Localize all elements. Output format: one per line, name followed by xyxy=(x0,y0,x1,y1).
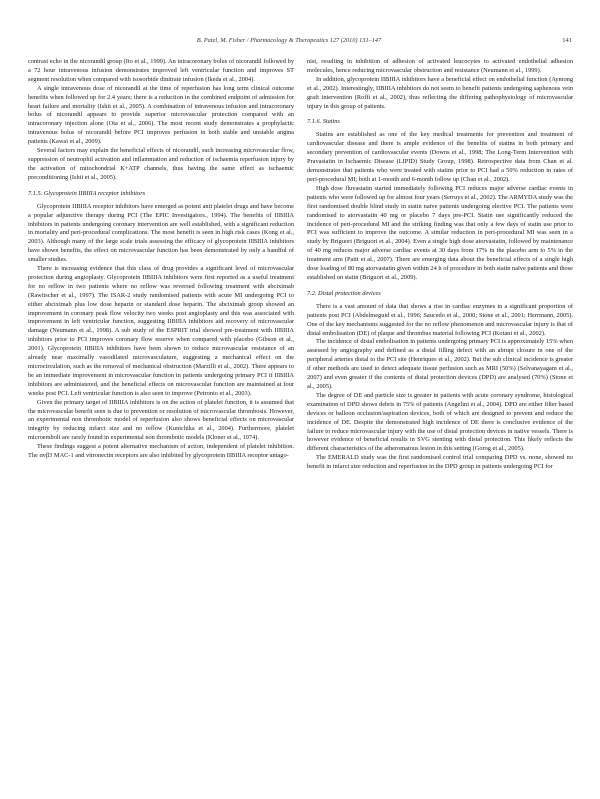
paragraph: Glycoprotein IIBIIIA receptor inhibitors have emerged as potent anti platelet drugs and have become a popular adjunctive therapy during PCI (The EPIC Investigators., 1994). The benefits of IIBIIIA inhibitors in patients undergoing coronary intervention are well established, with a significant reduction in mortality and peri-procedural complications. The most benefit is seen in high risk cases (Kong et al., 2003). Although many of the large scale trials assessing the efficacy of glycoprotein IIBIIIA inhibitors have shown benefits, the effect on microvascular function has been demonstrated by only a handful of smaller studies. xyxy=(28,202,294,264)
section-heading: 7.2. Distal protection devices xyxy=(307,289,381,297)
paragraph: nist, resulting in inhibition of adhesion of activated leucocytes to activated endothelial adhesion molecules, hence reducing microvascular obstruction and resistance (Neumann et al., 1999). xyxy=(307,58,573,74)
left-column xyxy=(28,58,294,788)
paragraph: The degree of DE and particle size is greater in patients with acute coronary syndrome, histological examination of DPD shows debris in 75% of patients (Angelini et al., 2004). DPD are either filter based devices or balloon occlusion/aspiration devices, both of which are designed to prevent and reduce the incidence of DE. Despite the demonstrated high incidence of DE there is conclusive evidence of the failure to reduce microvascular injury with the use of distal protection devices in native vessels. There is however evidence of beneficial results in SVG stenting with distal protection. This likely reflects the different characteristics of the atheromatous lesion in this setting (Gorog et al., 2005). xyxy=(307,391,573,453)
running-title: B. Patel, M. Fisher / Pharmacology & Therapeutics 127 (2010) 131–147 xyxy=(196,37,382,44)
paragraph: A single intravenous dose of nicorandil at the time of reperfusion has long term clinical outcome benefits when followed up for 2.4 years; there is a reduction in the combined endpoint of admission for heart failure and mortality (Ishii et al., 2005). A combination of intravenous infusion and intracoronary bolus of nicorandil appears to provide superior microvascular protection compared with an intracoronary injection alone (Ota et al., 2006). The most recent study demonstrates a prophylactic intravenous bolus of nicorandil before PCI improves perfusion in both stable and unstable angina patients (Kawai et al., 2009). xyxy=(28,84,294,146)
paragraph: High dose fluvastatin started immediately following PCI reduces major adverse cardiac events in patients who were followed up for almost four years (Serruys et al., 2002). The ARMYDA study was the first randomised double blind study in statin naïve patients undergoing elective PCI. The patients were randomised to atorvastatin 40 mg or placebo 7 days pre-PCI. Statin use significantly reduced the incidence of peri-procedural MI and the striking finding was that only a few days of statin use prior to PCI was sufficient to improve the outcome. A similar reduction in peri-procedural MI was seen in a study by Briguori (Briguori et al., 2004). Even a single high dose atorvastatin, followed by maintenance of 40 mg reduces major adverse cardiac events at 30 days from 17% in the placebo arm to 5% in the treatment arm (Patti et al., 2007). There are emerging data about the beneficial effects of a single high dose loading of 80 mg atorvastatin given within 24 h of procedure in both statin naïve patients and those established on statin (Briguori et al., 2009). xyxy=(307,184,573,281)
paragraph: Several factors may explain the beneficial effects of nicorandil, such increasing microvascular flow, suppression of neutrophil activation and inflammation and reduction of ischaemia reperfusion injury by the activation of mitochondrial K+ATP channels, thus having the same effect as ischaemic preconditioning (Ishii et al., 2005). xyxy=(28,147,294,181)
paragraph: Given the primary target of IIBIIIA inhibitors is on the action of platelet function, it is assumed that the microvascular benefit seen is due to prevention or resolution of microvascular thrombosis. However, an experimental non thrombotic model of reperfusion also shows beneficial effects on microvascular integrity by reducing infarct size and no reflow (Kunichika et al., 2004). Furthermore, platelet microemboli are rarely found in experimental non thrombotic models (Kloner et al., 1974). xyxy=(28,398,294,442)
paragraph: These findings suggest a potent alternative mechanism of action, independent of platelet inhibition. The αvβ3 MAC-1 and vitronectin receptors are also inhibited by glycoprotein IIBIIIA receptor antago- xyxy=(28,443,294,460)
right-column xyxy=(307,58,573,788)
running-header xyxy=(28,37,572,49)
section-heading: 7.1.5. Glycoprotein IIBIIIA receptor inhibitors xyxy=(28,189,146,197)
paragraph: There is increasing evidence that this class of drug provides a significant level of microvascular protection during angioplasty. Glycoprotein IIBIIIA inhibitors were first reported as a useful treatment for no reflow in two patients where no reflow was reversed following treatment with abciximab (Rawitscher et al., 1997). The ISAR-2 study randomised patients with acute MI undergoing PCI to either abciximab plus low dose heparin or standard dose heparin. The abciximab group showed an improvement in coronary peak flow velocity two weeks post angioplasty and this was associated with improvement in left ventricular function, suggesting IIBIIIA inhibitors aid recovery of microvascular damage (Neumann et al., 1998). A sub study of the ESPRIT trial showed pre-treatment with IIBIIIA inhibitors prior to PCI improves coronary flow reserve when compared with placebo (Gibson et al., 2001). Glycoprotein IIBIIIA inhibitors have been shown to reduce microvascular resistance of an already near maximally vasodilated microvasculature, suggesting a mechanical effect on the microcirculation, such as the removal of mechanical obstruction (Marzilli et al., 2002). There appears to be an immediate improvement in microvascular function in patients undergoing primary PCI if IIBIIIA inhibitors are administered, and the beneficial effects on microvascular function are maintained at four weeks post PCI. Left ventricular function is also seen to improve (Petronio et al., 2003). xyxy=(28,265,294,397)
paragraph: contrast echo in the nicorandil group (Ito et al., 1999). An intracoronary bolus of nicorandil followed by a 72 hour intravenous infusion demonstrates improved left ventricular function and improves ST segment resolution when compared with isosorbide dinitrate infusion (Ikeda et al., 2004). xyxy=(28,58,294,83)
paragraph: The EMERALD study was the first randomised control trial comparing DPD vs. none, showed no benefit in infarct size reduction and reperfusion in the DPD group in patients undergoing PCI for xyxy=(307,454,573,471)
paragraph: In addition, glycoprotein IIBIIIA inhibitors have a beneficial effect on endothelial function (Aymong et al., 2002). Interestingly, IIBIIIA inhibitors do not seem to benefit patients undergoing saphenous vein graft intervention (Roffi et al., 2002), thus reflecting the differing pathophysiology of microvascular injury in this group of patients. xyxy=(307,75,573,110)
page-number: 141 xyxy=(562,37,572,44)
paragraph: The incidence of distal embolisation in patients undergoing primary PCI is approximately 15% when assessed by angiography and defined as a distal filling defect with an abrupt closure in one of the peripheral arteries distal to the PCI site (Henriques et al., 2002). But the sub clinical incidence is greater if other methods are used to detect adequate tissue perfusion such as MRI (50%) (Selvanayagam et al., 2007) and even greater if the contents of distal protection devices (DPD) are analysed (70%) (Stone et al., 2005). xyxy=(307,338,573,390)
section-heading: 7.1.6. Statins xyxy=(307,118,340,126)
paragraph: Statins are established as one of the key medical treatments for prevention and treatment of cardiovascular disease and there is ample evidence of the benefits of statins in both primary and secondary prevention of cardiovascular events (Downs et al., 1998; The Long-Term Intervention with Pravastatin in Ischaemic Disease (LIPID) Study Group, 1998). Retrospective data from Chan et al. demonstrates that patients who were treated with statins prior to PCI had a 50% reduction in rates of peri-procedural MI; both at 1-month and 6-month follow up (Chan et al., 2002). xyxy=(307,131,573,183)
paragraph: There is a vast amount of data that shows a rise in cardiac enzymes in a significant proportion of patients post PCI (Abdelmeguid et al., 1996; Saucedo et al., 2000; Stone et al., 2001; Herrmann, 2005). One of the key mechanisms suggested for the no reflow phenomenon and microvascular injury is that of distal embolisation (DE) of plaque and thrombus material following PCI (Kotani et al., 2002). xyxy=(307,302,573,337)
